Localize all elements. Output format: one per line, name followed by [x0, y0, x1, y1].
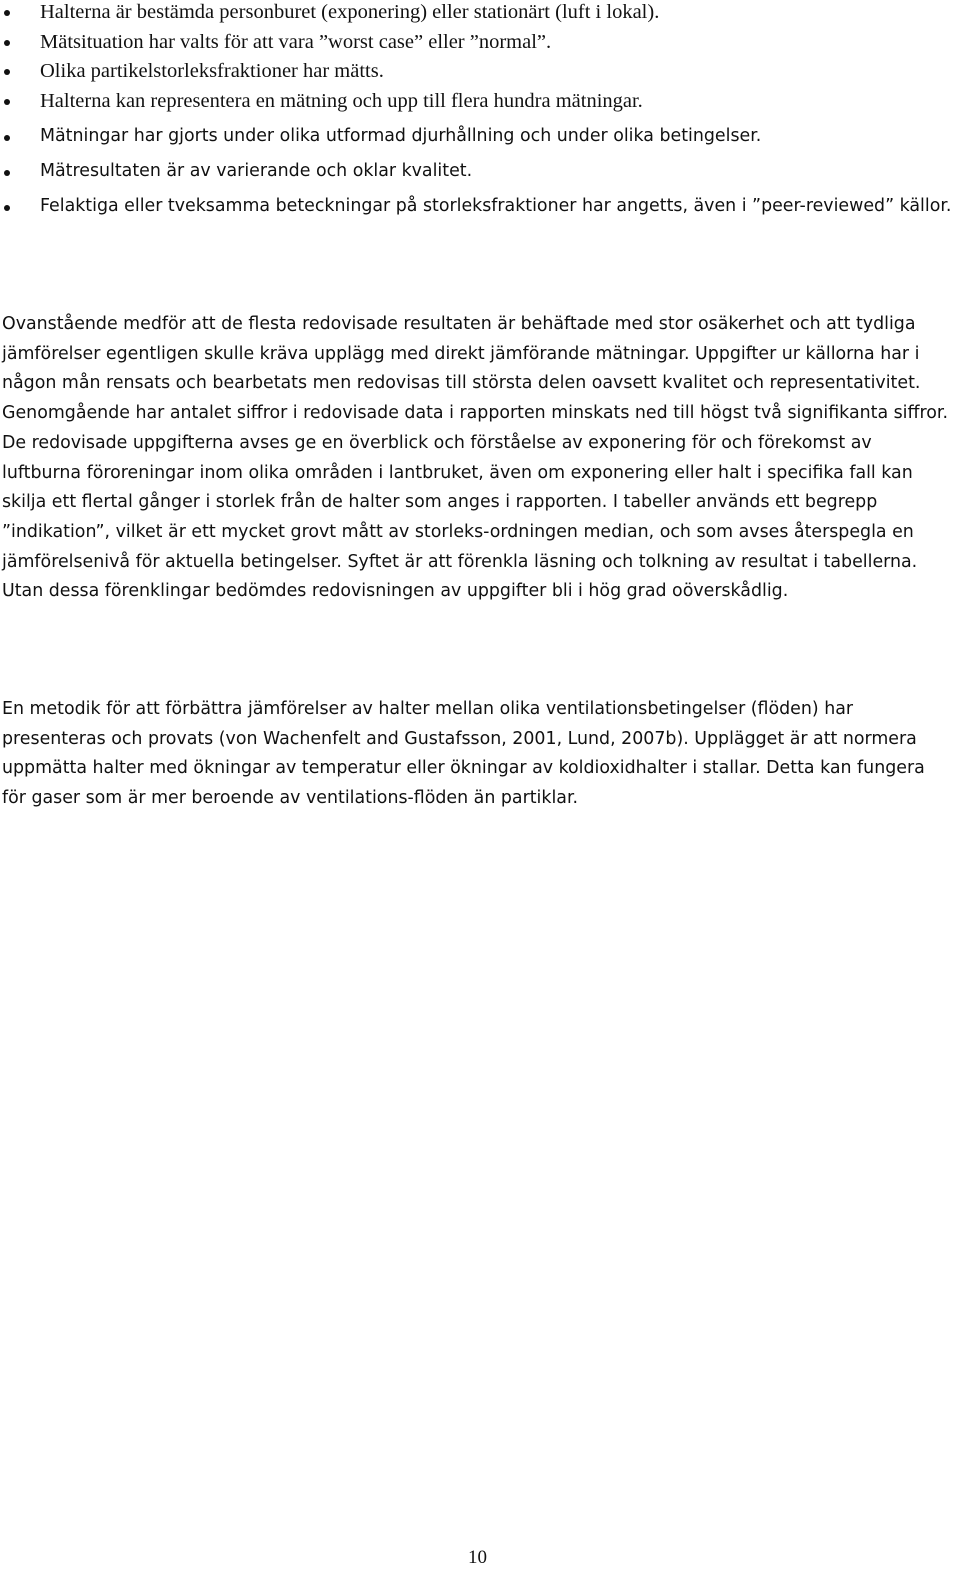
list-item-text: Felaktiga eller tveksamma beteckningar på storleksfraktioner har angetts, även i ”peer-reviewed” källor. [40, 196, 952, 216]
list-item-text: Mätsituation har valts för att vara ”worst case” eller ”normal”. [40, 30, 552, 53]
list-item [0, 57, 955, 87]
bullet-icon [4, 99, 10, 105]
page-number: 10 [468, 1547, 487, 1568]
limitations-bullet-list [0, 0, 955, 221]
bullet-icon [4, 40, 10, 46]
list-item-text: Halterna är bestämda personburet (exponering) eller stationärt (luft i lokal). [40, 1, 660, 23]
list-item [0, 87, 955, 117]
paragraph-uncertainty: Ovanstående medför att de flesta redovisade resultaten är behäftade med stor osäkerhet och att tydliga jämförelser egentligen skulle kräva upplägg med direkt jämförande mätningar. Uppgifter ur källorna har i någon mån rensats och bearbetats men redovisas till största delen oavsett kvalitet och representativitet. Genomgående har antalet siffror i redovisade data i rapporten minskats ned till högst två signifikanta siffror. De redovisade uppgifterna avses ge en överblick och förståelse av exponering för och förekomst av luftburna föroreningar inom olika områden i lantbruket, även om exponering eller halt i specifika fall kan skilja ett flertal gånger i storlek från de halter som anges i rapporten. I tabeller används ett begrepp ”indikation”, vilket är ett mycket grovt mått av storleks-ordningen median, och som avses återspegla en jämförelsenivå för aktuella betingelser. Syftet är att förenkla läsning och tolkning av resultat i tabellerna. Utan dessa förenklingar bedömdes redovisningen av uppgifter bli i hög grad oöverskådlig. [2, 314, 948, 602]
list-item-text: Mätningar har gjorts under olika utformad djurhållning och under olika betingelser. [40, 126, 762, 146]
bullet-icon [4, 135, 10, 141]
list-item [0, 122, 955, 151]
list-item-text: Olika partikelstorleksfraktioner har mätts. [40, 60, 384, 82]
list-item [0, 192, 955, 221]
bullet-icon [4, 205, 10, 211]
list-item-text: Halterna kan representera en mätning och upp till flera hundra mätningar. [40, 89, 643, 112]
bullet-icon [4, 69, 10, 75]
list-item [0, 157, 955, 186]
paragraph-normalization-method: En metodik för att förbättra jämförelser av halter mellan olika ventilationsbetingelser (flöden) har presenteras och provats (von Wachenfelt and Gustafsson, 2001, Lund, 2007b). Upplägget är att normera uppmätta halter med ökningar av temperatur eller ökningar av koldioxidhalter i stallar. Detta kan fungera för gaser som är mer beroende av ventilations-flöden än partiklar. [2, 699, 925, 809]
list-item-text: Mätresultaten är av varierande och oklar kvalitet. [40, 161, 473, 181]
bullet-icon [4, 170, 10, 176]
list-item [0, 0, 955, 28]
list-item [0, 28, 955, 58]
bullet-icon [4, 10, 10, 16]
